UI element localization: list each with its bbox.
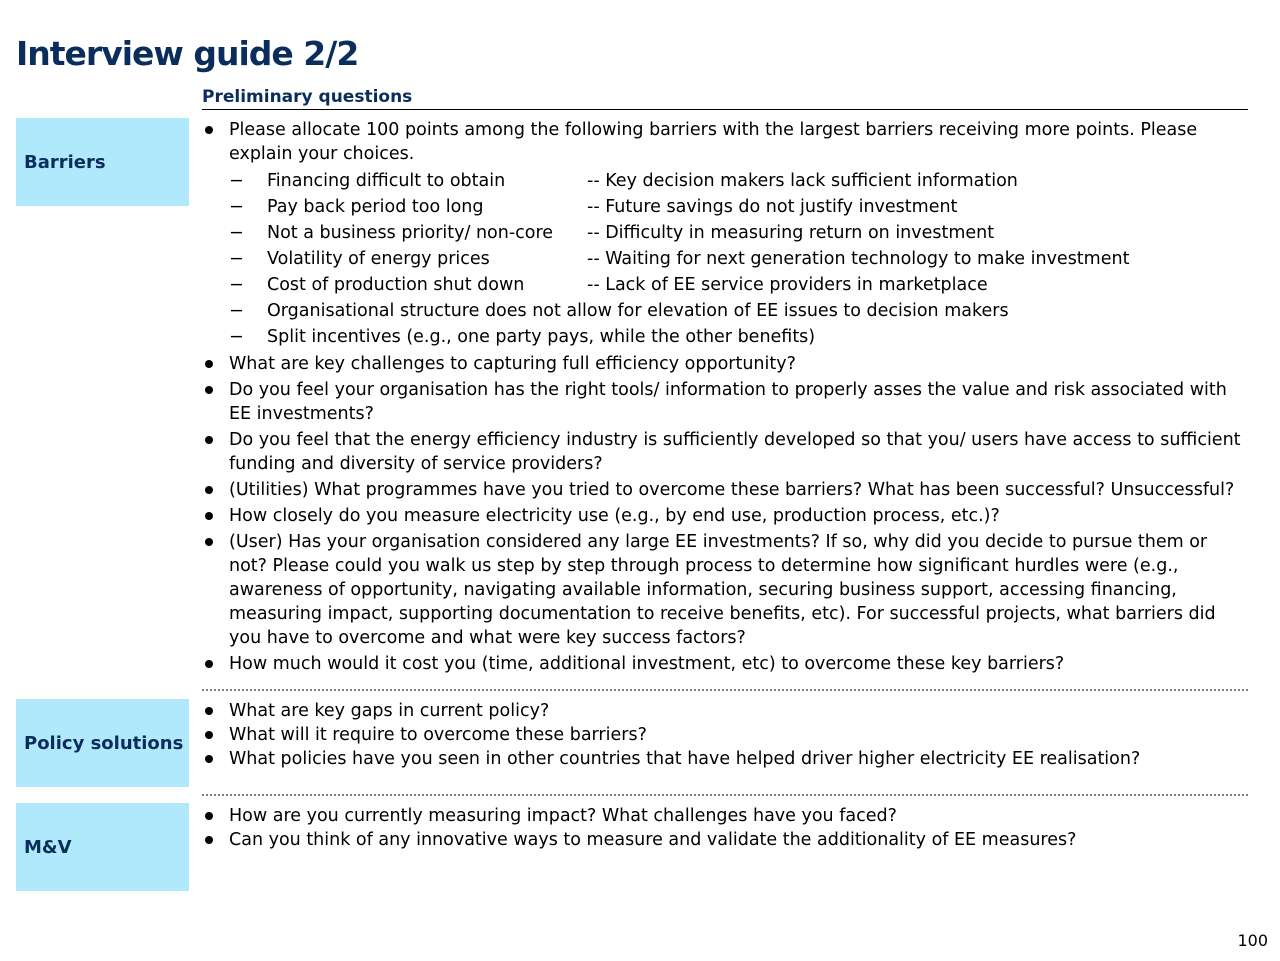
sub-item: − Split incentives (e.g., one party pays, while the other benefits): [229, 324, 1248, 350]
side-label-mv: M&V: [16, 803, 189, 891]
side-label-policy-solutions: Policy solutions: [16, 699, 189, 787]
side-label-barriers: Barriers: [16, 118, 189, 206]
list-item: What are key challenges to capturing full efficiency opportunity?: [202, 352, 1248, 376]
list-item: How are you currently measuring impact? What challenges have you faced?: [202, 804, 1248, 828]
sub-item: − Cost of production shut down -- Lack of EE service providers in marketplace: [229, 272, 1248, 298]
sub-item: − Volatility of energy prices -- Waiting for next generation technology to make investment: [229, 246, 1248, 272]
barriers-intro: Please allocate 100 points among the following barriers with the largest barriers receiving more points. Please explain your choices.: [229, 120, 1198, 164]
barriers-section: [202, 118, 1248, 678]
list-item: What policies have you seen in other countries that have helped driver higher electricity EE realisation?: [202, 747, 1248, 771]
list-item: What will it require to overcome these barriers?: [202, 723, 1248, 747]
list-item: (Utilities) What programmes have you tried to overcome these barriers? What has been successful? Unsuccessful?: [202, 478, 1248, 502]
section-divider: [202, 689, 1248, 691]
list-item: Do you feel your organisation has the right tools/ information to properly asses the value and risk associated with EE investments?: [202, 378, 1248, 426]
page-title: Interview guide 2/2: [16, 34, 359, 73]
mv-section: [202, 804, 1248, 852]
list-item: (User) Has your organisation considered any large EE investments? If so, why did you decide to pursue them or not? Please could you walk us step by step through process to determine how significant hurdles were (e.g., awareness of opportunity, navigating available information, securing business support, accessing financing, measuring impact, supporting documentation to receive benefits, etc). For successful projects, what barriers did you have to overcome and what were key success factors?: [202, 530, 1248, 650]
list-item: [202, 118, 1248, 350]
sub-item: − Financing difficult to obtain -- Key decision makers lack sufficient information: [229, 168, 1248, 194]
policy-section: [202, 699, 1248, 771]
column-header: Preliminary questions: [202, 87, 1248, 110]
section-divider: [202, 794, 1248, 796]
sub-item: − Pay back period too long -- Future savings do not justify investment: [229, 194, 1248, 220]
sub-item: − Not a business priority/ non-core -- Difficulty in measuring return on investment: [229, 220, 1248, 246]
sub-item: − Organisational structure does not allow for elevation of EE issues to decision makers: [229, 298, 1248, 324]
list-item: What are key gaps in current policy?: [202, 699, 1248, 723]
page-number: 100: [1237, 931, 1268, 950]
barrier-options: [229, 168, 1248, 350]
list-item: Do you feel that the energy efficiency industry is sufficiently developed so that you/ users have access to sufficient funding and diversity of service providers?: [202, 428, 1248, 476]
list-item: Can you think of any innovative ways to measure and validate the additionality of EE measures?: [202, 828, 1248, 852]
list-item: How much would it cost you (time, additional investment, etc) to overcome these key barriers?: [202, 652, 1248, 676]
list-item: How closely do you measure electricity use (e.g., by end use, production process, etc.)?: [202, 504, 1248, 528]
